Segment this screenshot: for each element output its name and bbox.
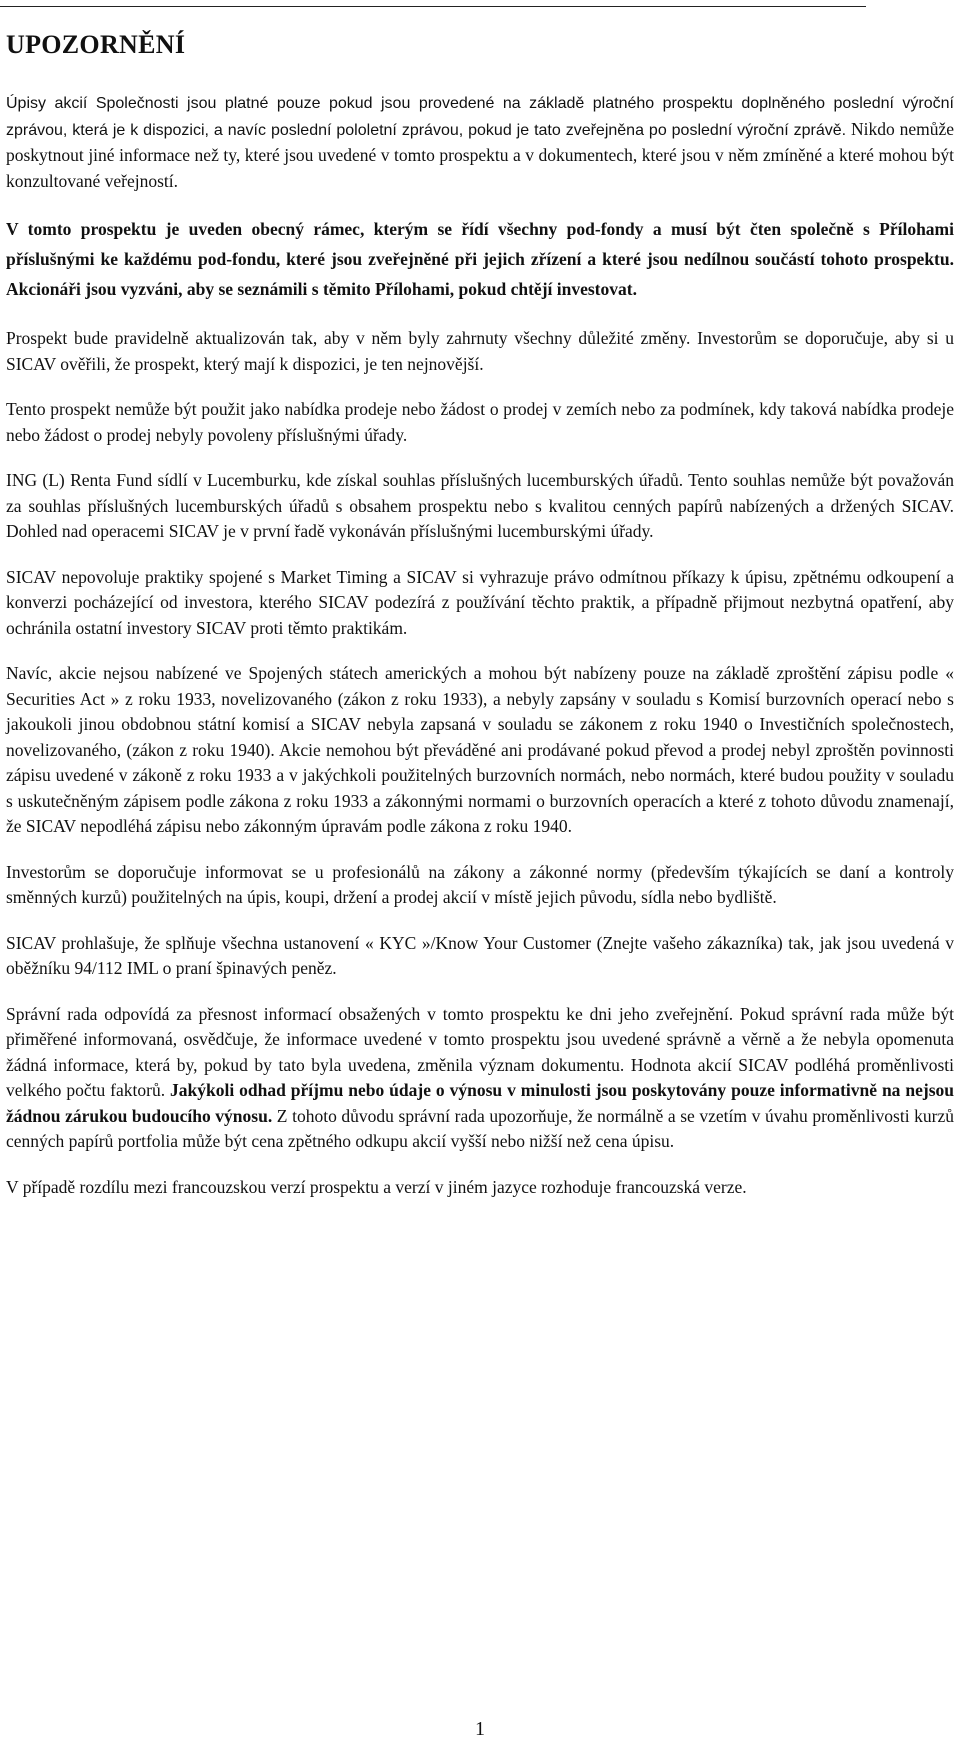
paragraph-investor-advice: Investorům se doporučuje informovat se u profesionálů na zákony a zákonné normy (především týkajících se daní a kontroly směnných kurzů) použitelných na úpis, koupi, držení a prodej akcií v místě jejich původu, sídla nebo bydliště.: [6, 861, 954, 907]
paragraph-luxembourg-approval: ING (L) Renta Fund sídlí v Lucemburku, kde získal souhlas příslušných lucemburských úřadů. Tento souhlas nemůže být považován za souhlas příslušných lucemburských úřadů s obsahem prospektu nebo s kvalitou cenných papírů nabízených a držených SICAV. Dohled nad operacemi SICAV je v první řadě vykonáván příslušnými lucemburskými úřady.: [6, 470, 954, 541]
paragraph-general-framework: V tomto prospektu je uveden obecný rámec, kterým se řídí všechny pod-fondy a musí být čten společně s Přílohami příslušnými ke každému pod-fondu, které jsou zveřejněné při jejich zřízení a které jsou nedílnou součástí tohoto prospektu. Akcionáři jsou vyzváni, aby se seznámili s těmito Přílohami, pokud chtějí investovat.: [6, 219, 954, 299]
document-page: [6, 30, 954, 1220]
paragraph-language-version: V případě rozdílu mezi francouzskou verzí prospektu a verzí v jiném jazyce rozhoduje francouzská verze.: [6, 1176, 747, 1197]
top-horizontal-rule: [0, 6, 866, 7]
paragraph-market-timing: SICAV nepovoluje praktiky spojené s Market Timing a SICAV si vyhrazuje právo odmítnou příkazy k úpisu, zpětnému odkoupení a konverzi pocházející od investora, kterého SICAV podezírá z používání těchto praktik, a případně přijmout nezbytná opatření, aby ochránila ostatní investory SICAV proti těmto praktikám.: [6, 566, 954, 638]
page-number: 1: [475, 1718, 485, 1740]
document-heading: UPOZORNĚNÍ: [6, 30, 186, 59]
paragraph-part-regular: Správní rada odpovídá za přesnost informací obsažených v tomto prospektu ke dni jeho zveřejnění. Pokud správní rada může být přiměřené informovaná, osvědčuje, že informace uvedené v tomto prospektu jsou uvedené správně a věrně a že nebyla opomenuta žádná informace, která by, pokud by tato byla uvedena, změnila význam dokumentu. Hodnota akcií SICAV podléhá proměnlivosti velkého počtu faktorů.: [6, 1003, 954, 1100]
paragraph-not-an-offer: Tento prospekt nemůže být použit jako nabídka prodeje nebo žádost o prodej v zemích nebo za podmínek, kdy taková nabídka prodeje nebo žádost o prodej nebyly povoleny příslušnými úřady.: [6, 399, 954, 445]
paragraph-kyc: SICAV prohlašuje, že splňuje všechna ustanovení « KYC »/Know Your Customer (Znejte vašeho zákazníka) tak, jak jsou uvedená v oběžníku 94/112 IML o praní špinavých peněz.: [6, 932, 954, 978]
paragraph-board-responsibility: [6, 1002, 954, 1155]
paragraph-validity-of-subscriptions: [6, 90, 954, 194]
paragraph-united-states: Navíc, akcie nejsou nabízené ve Spojených státech amerických a mohou být nabízeny pouze na základě zproštění zápisu podle « Securities Act » z roku 1933, novelizovaného (zákon z roku 1933), a nebyly zapsány v souladu s Komisí burzovních operací nebo s jakoukoli jinou obdobnou státní komisí a SICAV nebyla zapsaná v souladu se zákonem z roku 1940 o Investičních společnostech, novelizovaného, (zákon z roku 1940). Akcie nemohou být převáděné ani prodávané pokud převod a prodej nebyl zproštěn povinnosti zápisu uvedené v zákoně z roku 1933 a v jakýchkoli použitelných burzovních normách, nebo normách, které budou použity v souladu s uskutečněným zápisem podle zákona z roku 1933 a zákonnými normami o burzovních operacích a které z tohoto důvodu znamenají, že SICAV nepodléhá zápisu nebo zákonným úpravám podle zákona z roku 1940.: [6, 663, 954, 836]
paragraph-part-serif: Nikdo nemůže poskytnout jiné informace než ty, které jsou uvedené v tomto prospektu a v dokumentech, které jsou v něm zmíněné a které mohou být konzultované veřejností.: [6, 118, 955, 191]
paragraph-part-regular-end: Z tohoto důvodu správní rada upozorňuje, že normálně a se vzetím v úvahu proměnlivosti kurzů cenných papírů portfolia může být cena zpětného odkupu akcií vyšší nebo nižší než cena úpisu.: [6, 1105, 954, 1151]
paragraph-part-sans: Úpisy akcií Společnosti jsou platné pouze pokud jsou provedené na základě platného prospektu doplněného poslední výroční zprávou, která je k dispozici, a navíc poslední pololetní zprávou, pokud je tato zveřejněna po poslední výroční zprávě.: [6, 95, 954, 139]
paragraph-prospectus-updates: Prospekt bude pravidelně aktualizován tak, aby v něm byly zahrnuty všechny důležité změny. Investorům se doporučuje, aby si u SICAV ověřili, že prospekt, který mají k dispozici, je ten nejnovější.: [6, 328, 954, 374]
paragraph-part-bold: Jakýkoli odhad příjmu nebo údaje o výnosu v minulosti jsou poskytovány pouze informativně na nejsou žádnou zárukou budoucího výnosu.: [6, 1080, 954, 1126]
